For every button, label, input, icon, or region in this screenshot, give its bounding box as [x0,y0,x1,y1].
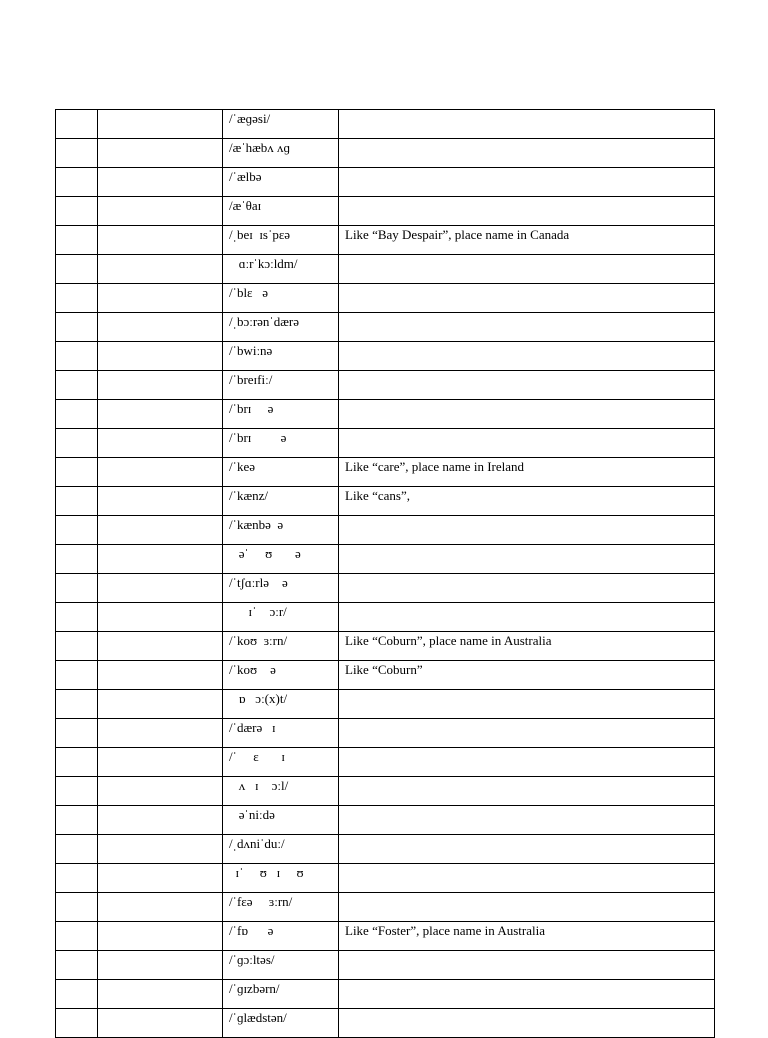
row-number-cell [56,661,98,690]
place-name-cell [98,516,223,545]
place-name-cell [98,342,223,371]
row-number-cell [56,806,98,835]
note-cell [339,690,715,719]
note-cell [339,835,715,864]
row-number-cell [56,168,98,197]
table-row [56,226,715,255]
ipa-cell: /ˈfɛə ɜːrn/ [223,893,339,922]
table-row [56,429,715,458]
place-name-cell [98,574,223,603]
ipa-cell: /ˈælbə [223,168,339,197]
row-number-cell [56,980,98,1009]
note-cell: Like “care”, place name in Ireland [339,458,715,487]
row-number-cell [56,371,98,400]
row-number-cell [56,313,98,342]
row-number-cell [56,110,98,139]
table-row [56,806,715,835]
ipa-cell: /ˈkænbə ə [223,516,339,545]
row-number-cell [56,719,98,748]
row-number-cell [56,690,98,719]
table-row [56,516,715,545]
row-number-cell [56,922,98,951]
note-cell [339,951,715,980]
note-cell [339,168,715,197]
note-cell [339,1009,715,1038]
note-cell: Like “Coburn”, place name in Australia [339,632,715,661]
table-row [56,1009,715,1038]
row-number-cell [56,545,98,574]
row-number-cell [56,864,98,893]
table-row [56,574,715,603]
row-number-cell [56,516,98,545]
row-number-cell [56,603,98,632]
table-row [56,110,715,139]
table-row [56,748,715,777]
ipa-cell: /ˌbeɪ ɪsˈpɛə [223,226,339,255]
ipa-cell: /ˈɡɪzbərn/ [223,980,339,1009]
place-name-cell [98,690,223,719]
table-row [56,197,715,226]
table-row [56,545,715,574]
place-name-cell [98,226,223,255]
place-name-cell [98,545,223,574]
note-cell [339,748,715,777]
place-name-cell [98,864,223,893]
ipa-cell: /ˈkeə [223,458,339,487]
row-number-cell [56,255,98,284]
row-number-cell [56,197,98,226]
ipa-cell: /ˈtʃɑːrlə ə [223,574,339,603]
row-number-cell [56,777,98,806]
note-cell [339,400,715,429]
row-number-cell [56,1009,98,1038]
ipa-cell: /ˈbreɪfiː/ [223,371,339,400]
row-number-cell [56,458,98,487]
table-row [56,284,715,313]
ipa-cell: /ˈɡlædstən/ [223,1009,339,1038]
ipa-cell: /æˈθaɪ [223,197,339,226]
note-cell: Like “Coburn” [339,661,715,690]
ipa-cell: ɒ ɔː(x)t/ [223,690,339,719]
table-row [56,139,715,168]
ipa-cell: ʌ ɪ ɔːl/ [223,777,339,806]
note-cell [339,893,715,922]
place-name-cell [98,429,223,458]
table-row [56,922,715,951]
row-number-cell [56,487,98,516]
ipa-cell: /ˈbrɪ ə [223,400,339,429]
place-name-cell [98,835,223,864]
row-number-cell [56,893,98,922]
note-cell [339,110,715,139]
row-number-cell [56,574,98,603]
place-name-cell [98,951,223,980]
note-cell: Like “Foster”, place name in Australia [339,922,715,951]
note-cell [339,603,715,632]
ipa-cell: /ˈ ɛ ɪ [223,748,339,777]
row-number-cell [56,139,98,168]
row-number-cell [56,748,98,777]
table-body [56,110,715,1038]
place-name-cell [98,255,223,284]
table-row [56,777,715,806]
row-number-cell [56,835,98,864]
note-cell [339,342,715,371]
table-row [56,719,715,748]
ipa-cell: /ˈkoʊ ɜːrn/ [223,632,339,661]
ipa-cell: əˈniːdə [223,806,339,835]
ipa-cell: ɪˈ ʊ ɪ ʊ [223,864,339,893]
table-row [56,893,715,922]
place-name-cell [98,603,223,632]
note-cell [339,574,715,603]
ipa-cell: /ˈæɡəsi/ [223,110,339,139]
ipa-cell: /ˌbɔːrənˈdærə [223,313,339,342]
table-row [56,951,715,980]
table-row [56,400,715,429]
note-cell [339,545,715,574]
note-cell [339,197,715,226]
table-row [56,661,715,690]
place-name-cell [98,139,223,168]
table-row [56,632,715,661]
place-name-cell [98,168,223,197]
table-row [56,168,715,197]
note-cell: Like “cans”, [339,487,715,516]
ipa-cell: /ˈbwiːnə [223,342,339,371]
table-row [56,255,715,284]
ipa-cell: /æˈhæbʌ ʌɡ [223,139,339,168]
note-cell [339,719,715,748]
ipa-cell: /ˈfɒ ə [223,922,339,951]
ipa-cell: ɪˈ ɔːr/ [223,603,339,632]
ipa-cell: /ˈɡɔːltəs/ [223,951,339,980]
note-cell [339,864,715,893]
note-cell [339,806,715,835]
ipa-cell: /ˈkænz/ [223,487,339,516]
place-name-cell [98,371,223,400]
place-name-cell [98,1009,223,1038]
table-row [56,371,715,400]
note-cell [339,313,715,342]
table-row [56,342,715,371]
row-number-cell [56,429,98,458]
row-number-cell [56,342,98,371]
ipa-cell: ɑːrˈkɔːldm/ [223,255,339,284]
place-name-cell [98,458,223,487]
note-cell [339,284,715,313]
table-row [56,980,715,1009]
table-row [56,458,715,487]
place-name-cell [98,313,223,342]
place-name-cell [98,719,223,748]
note-cell [339,980,715,1009]
note-cell [339,139,715,168]
note-cell [339,777,715,806]
place-name-cell [98,632,223,661]
place-name-cell [98,777,223,806]
place-name-cell [98,980,223,1009]
ipa-cell: /ˌdʌniˈduː/ [223,835,339,864]
row-number-cell [56,951,98,980]
place-name-cell [98,806,223,835]
place-name-cell [98,197,223,226]
note-cell [339,255,715,284]
note-cell: Like “Bay Despair”, place name in Canada [339,226,715,255]
row-number-cell [56,284,98,313]
place-name-cell [98,487,223,516]
place-name-cell [98,893,223,922]
place-name-cell [98,400,223,429]
table-row [56,690,715,719]
ipa-cell: /ˈkoʊ ə [223,661,339,690]
note-cell [339,516,715,545]
table-row [56,487,715,516]
ipa-cell: əˈ ʊ ə [223,545,339,574]
pronunciation-table [55,109,715,1038]
table-row [56,864,715,893]
note-cell [339,371,715,400]
place-name-cell [98,748,223,777]
note-cell [339,429,715,458]
row-number-cell [56,632,98,661]
row-number-cell [56,400,98,429]
table-row [56,835,715,864]
table-row [56,603,715,632]
place-name-cell [98,661,223,690]
ipa-cell: /ˈdærə ɪ [223,719,339,748]
ipa-cell: /ˈbrɪ ə [223,429,339,458]
ipa-cell: /ˈblɛ ə [223,284,339,313]
row-number-cell [56,226,98,255]
place-name-cell [98,284,223,313]
table-row [56,313,715,342]
place-name-cell [98,110,223,139]
place-name-cell [98,922,223,951]
